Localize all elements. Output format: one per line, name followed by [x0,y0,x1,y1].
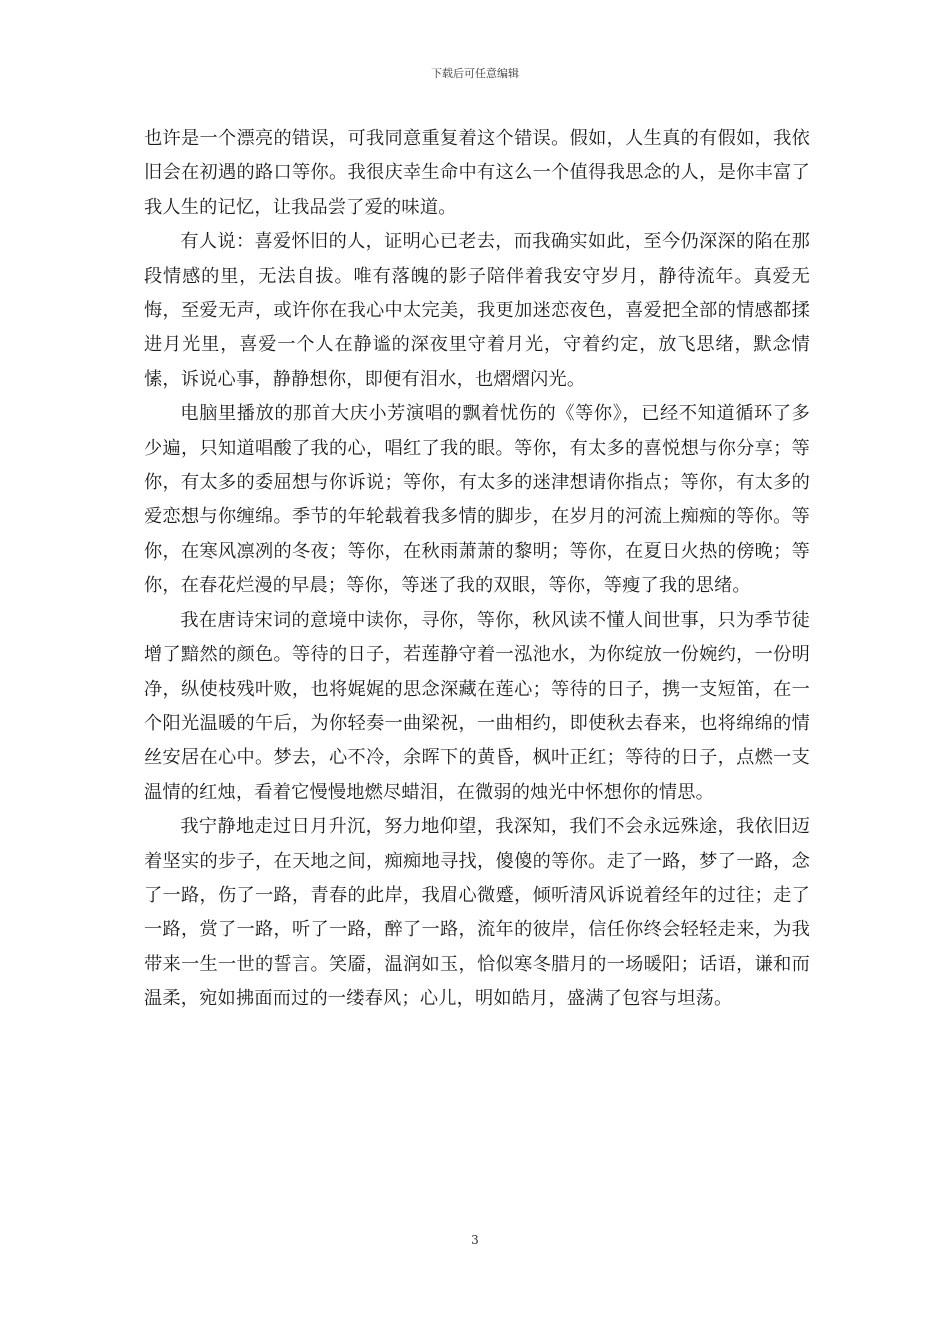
page-number: 3 [471,1233,479,1247]
paragraph-5: 我宁静地走过日月升沉，努力地仰望，我深知，我们不会永远殊途，我依旧迈着坚实的步子，在天地之间，痴痴地寻找，傻傻的等你。走了一路，梦了一路，念了一路，伤了一路，青春的此岸，我眉心微蹙，倾听清风诉说着经年的过往；走了一路，赏了一路，听了一路，醉了一路，流年的彼岸，信任你终会轻轻走来，为我带来一生一世的誓言。笑靥，温润如玉，恰似寒冬腊月的一场暖阳；话语，谦和而温柔，宛如拂面而过的一缕春风；心儿，明如皓月，盛满了包容与坦荡。 [144,816,810,1010]
page-header: 下载后可任意编辑 [431,67,519,80]
paragraph-2: 有人说：喜爱怀旧的人，证明心已老去，而我确实如此，至今仍深深的陷在那段情感的里，无法自拔。唯有落魄的影子陪伴着我安守岁月，静待流年。真爱无悔，至爱无声，或许你在我心中太完美，我更加迷恋夜色，喜爱把全部的情感都揉进月光里，喜爱一个人在静谧的深夜里守着月光，守着约定，放飞思绪，默念情愫，诉说心事，静静想你，即便有泪水，也熠熠闪光。 [144,231,810,390]
paragraph-3: 电脑里播放的那首大庆小芳演唱的飘着忧伤的《等你》，已经不知道循环了多少遍，只知道唱酸了我的心，唱红了我的眼。等你，有太多的喜悦想与你分享；等你，有太多的委屈想与你诉说；等你，有太多的迷津想请你指点；等你，有太多的爱恋想与你缠绵。季节的年轮载着我多情的脚步，在岁月的河流上痴痴的等你。等你，在寒风凛冽的冬夜；等你，在秋雨萧萧的黎明；等你，在夏日火热的傍晚；等你，在春花烂漫的早晨；等你，等迷了我的双眼，等你，等瘦了我的思绪。 [144,403,810,597]
paragraph-1: 也许是一个漂亮的错误，可我同意重复着这个错误。假如，人生真的有假如，我依旧会在初遇的路口等你。我很庆幸生命中有这么一个值得我思念的人，是你丰富了我人生的记忆，让我品尝了爱的味道。 [144,128,810,218]
document-body [144,122,810,1017]
paragraph-4: 我在唐诗宋词的意境中读你，寻你，等你，秋风读不懂人间世事，只为季节徒增了黯然的颜色。等待的日子，若莲静守着一泓池水，为你绽放一份婉约，一份明净，纵使枝残叶败，也将娓娓的思念深藏在莲心；等待的日子，携一支短笛，在一个阳光温暖的午后，为你轻奏一曲梁祝，一曲相约，即使秋去春来，也将绵绵的情丝安居在心中。梦去，心不冷，余晖下的黄昏，枫叶正红；等待的日子，点燃一支温情的红烛，看着它慢慢地燃尽蜡泪，在微弱的烛光中怀想你的情思。 [144,609,810,803]
